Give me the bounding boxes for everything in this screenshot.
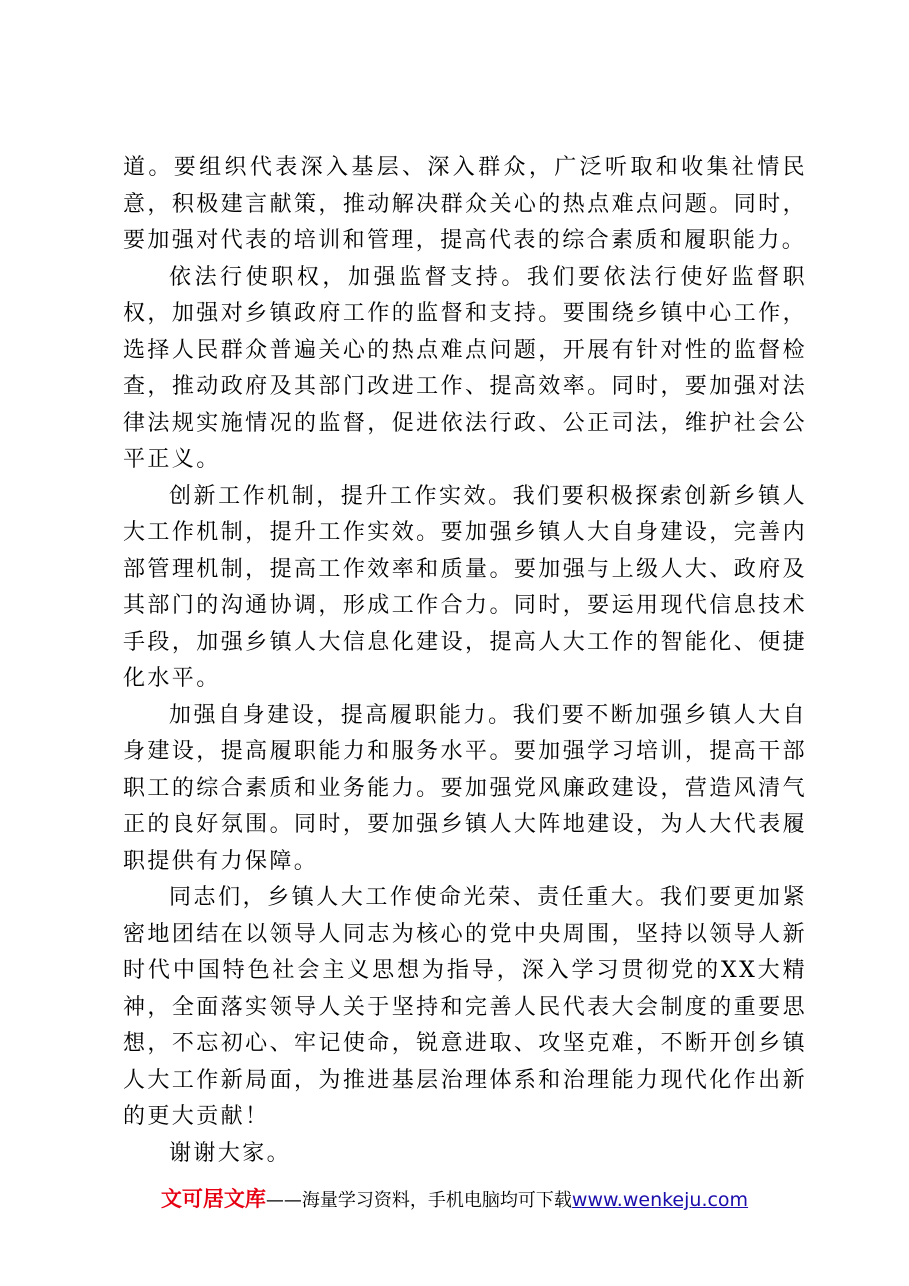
footer-brand: 文可居文库 [160,1187,266,1211]
paragraph-supervision: 依法行使职权，加强监督支持。我们要依法行使好监督职权，加强对乡镇政府工作的监督和支持。要围绕乡镇中心工作，选择人民群众普遍关心的热点难点问题，开展有针对性的监督检查，推动政府及其部门改进工作、提高效率。同时，要加强对法律法规实施情况的监督，促进依法行政、公正司法，维护社会公平正义。 [123,264,807,472]
paragraph-continuation: 道。要组织代表深入基层、深入群众，广泛听取和收集社情民意，积极建言献策，推动解决群众关心的热点难点问题。同时，要加强对代表的培训和管理，提高代表的综合素质和履职能力。 [123,155,807,253]
paragraph-closing: 同志们，乡镇人大工作使命光荣、责任重大。我们要更加紧密地团结在以领导人同志为核心的党中央周围，坚持以领导人新时代中国特色社会主义思想为指导，深入学习贯彻党的XX大精神，全面落实领导人关于坚持和完善人民代表大会制度的重要思想，不忘初心、牢记使命，锐意进取、攻坚克难，不断开创乡镇人大工作新局面，为推进基层治理体系和治理能力现代化作出新的更大贡献！ [123,885,807,1129]
footer-tagline: ——海量学习资料，手机电脑均可下载 [265,1190,572,1211]
footer-banner [0,1183,909,1213]
paragraph-self-building: 加强自身建设，提高履职能力。我们要不断加强乡镇人大自身建设，提高履职能力和服务水平。要加强学习培训，提高干部职工的综合素质和业务能力。要加强党风廉政建设，营造风清气正的良好氛围。同时，要加强乡镇人大阵地建设，为人大代表履职提供有力保障。 [123,702,807,874]
document-body [123,150,807,1172]
paragraph-thanks: 谢谢大家。 [169,1140,292,1166]
footer-site-link[interactable]: www.wenkeju.com [571,1189,749,1211]
paragraph-innovation: 创新工作机制，提升工作实效。我们要积极探索创新乡镇人大工作机制，提升工作实效。要加强乡镇人大自身建设，完善内部管理机制，提高工作效率和质量。要加强与上级人大、政府及其部门的沟通协调，形成工作合力。同时，要运用现代信息技术手段，加强乡镇人大信息化建设，提高人大工作的智能化、便捷化水平。 [123,483,807,691]
